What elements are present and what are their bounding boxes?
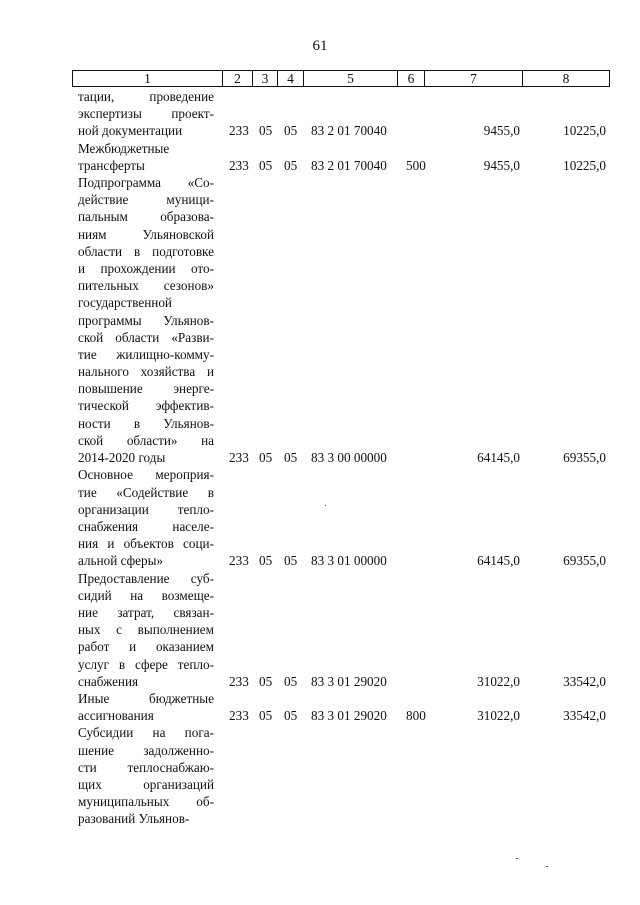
cell-c3: 05 bbox=[259, 673, 273, 689]
cell-c6: 800 bbox=[406, 708, 426, 724]
description-line: разований Ульянов- bbox=[78, 811, 190, 827]
description-line: действие муници- bbox=[78, 192, 214, 208]
description-line: снабжения населе- bbox=[78, 518, 214, 534]
description-line: тие «Содействие в bbox=[78, 484, 214, 500]
cell-c5: 83 3 01 29020 bbox=[311, 708, 387, 724]
cell-c2: 233 bbox=[229, 708, 249, 724]
description-line: Предоставление суб- bbox=[78, 570, 214, 586]
cell-c5: 83 3 01 00000 bbox=[311, 553, 387, 569]
description-line: пительных сезонов» bbox=[78, 278, 214, 294]
cell-c2: 233 bbox=[229, 450, 249, 466]
description-line: услуг в сфере тепло- bbox=[78, 656, 214, 672]
cell-c3: 05 bbox=[259, 123, 273, 139]
cell-c7: 64145,0 bbox=[477, 450, 520, 466]
description-line: экспертизы проект- bbox=[78, 106, 214, 122]
cell-c8: 33542,0 bbox=[563, 708, 606, 724]
description-line: работ и оказанием bbox=[78, 639, 214, 655]
description-line: ности в Ульянов- bbox=[78, 415, 214, 431]
description-line: щих организаций bbox=[78, 776, 214, 792]
cell-c8: 10225,0 bbox=[563, 157, 606, 173]
cell-c8: 69355,0 bbox=[563, 450, 606, 466]
cell-c8: 69355,0 bbox=[563, 553, 606, 569]
description-line: шение задолженно- bbox=[78, 742, 214, 758]
description-line: тие жилищно-комму- bbox=[78, 346, 214, 362]
description-line: государственной bbox=[78, 295, 172, 311]
description-line: тации, проведение bbox=[78, 89, 214, 104]
description-line: области в подготовке bbox=[78, 243, 214, 259]
table-row bbox=[0, 552, 640, 569]
header-col-3: 3 bbox=[253, 71, 278, 86]
description-line: Подпрограмма «Со- bbox=[78, 175, 214, 190]
cell-c3: 05 bbox=[259, 450, 273, 466]
table-header bbox=[72, 70, 610, 87]
description-line: альной сферы» bbox=[78, 553, 164, 569]
description-line: программы Ульянов- bbox=[78, 312, 214, 328]
row-description bbox=[78, 724, 214, 827]
cell-c3: 05 bbox=[259, 708, 273, 724]
row-description bbox=[78, 174, 214, 466]
description-line: ных с выполнением bbox=[78, 622, 214, 638]
description-line: организации тепло- bbox=[78, 501, 214, 517]
description-line: ния и объектов соци- bbox=[78, 536, 214, 552]
description-line: нального хозяйства и bbox=[78, 364, 214, 380]
cell-c8: 33542,0 bbox=[563, 673, 606, 689]
cell-c8: 10225,0 bbox=[563, 123, 606, 139]
cell-c4: 05 bbox=[284, 450, 298, 466]
description-line: снабжения bbox=[78, 673, 139, 689]
description-line: Иные бюджетные bbox=[78, 691, 214, 706]
description-line: сидий на возмеще- bbox=[78, 587, 214, 603]
header-col-1: 1 bbox=[73, 71, 223, 86]
description-line: Межбюджетные bbox=[78, 140, 170, 156]
table-row bbox=[0, 122, 640, 139]
cell-c7: 9455,0 bbox=[483, 157, 520, 173]
table-row bbox=[0, 673, 640, 690]
cell-c5: 83 3 00 00000 bbox=[311, 450, 387, 466]
cell-c4: 05 bbox=[284, 708, 298, 724]
description-line: тической эффектив- bbox=[78, 398, 214, 414]
description-line: ниям Ульяновской bbox=[78, 226, 214, 242]
header-col-6: 6 bbox=[398, 71, 425, 86]
cell-c7: 31022,0 bbox=[477, 708, 520, 724]
description-line: трансферты bbox=[78, 157, 145, 173]
description-line: пальным образова- bbox=[78, 209, 214, 225]
header-col-8: 8 bbox=[562, 71, 570, 86]
description-line: повышение энерге- bbox=[78, 381, 214, 397]
cell-c5: 83 2 01 70040 bbox=[311, 123, 387, 139]
description-line: ской области» на bbox=[78, 432, 214, 448]
cell-c7: 64145,0 bbox=[477, 553, 520, 569]
header-col-7: 7 bbox=[425, 71, 523, 86]
cell-c5: 83 2 01 70040 bbox=[311, 157, 387, 173]
cell-c4: 05 bbox=[284, 673, 298, 689]
description-line: ной документации bbox=[78, 123, 183, 139]
description-line: муниципальных об- bbox=[78, 794, 214, 810]
cell-c2: 233 bbox=[229, 123, 249, 139]
description-line: 2014-2020 годы bbox=[78, 450, 166, 465]
cell-c2: 233 bbox=[229, 157, 249, 173]
description-line: Субсидии на пога- bbox=[78, 725, 214, 741]
header-col-4: 4 bbox=[278, 71, 304, 86]
cell-c4: 05 bbox=[284, 157, 298, 173]
header-col-2: 2 bbox=[223, 71, 253, 86]
cell-c7: 9455,0 bbox=[483, 123, 520, 139]
header-col-5: 5 bbox=[304, 71, 398, 86]
description-line: ассигнования bbox=[78, 708, 154, 724]
cell-c2: 233 bbox=[229, 553, 249, 569]
table-row bbox=[0, 157, 640, 174]
description-line: Основное мероприя- bbox=[78, 467, 214, 483]
cell-c2: 233 bbox=[229, 673, 249, 689]
table-row bbox=[0, 707, 640, 724]
scan-speck bbox=[516, 858, 518, 859]
cell-c6: 500 bbox=[406, 157, 426, 173]
description-line: ской области «Разви- bbox=[78, 329, 214, 345]
cell-c5: 83 3 01 29020 bbox=[311, 673, 387, 689]
cell-c4: 05 bbox=[284, 123, 298, 139]
cell-c7: 31022,0 bbox=[477, 673, 520, 689]
scan-speck bbox=[546, 866, 548, 867]
description-line: и прохождении ото- bbox=[78, 260, 214, 276]
description-line: сти теплоснабжаю- bbox=[78, 759, 214, 775]
cell-c4: 05 bbox=[284, 553, 298, 569]
page-number: 61 bbox=[312, 38, 328, 54]
description-line: ние затрат, связан- bbox=[78, 604, 214, 620]
cell-c3: 05 bbox=[259, 157, 273, 173]
scan-speck bbox=[325, 505, 326, 506]
cell-c3: 05 bbox=[259, 553, 273, 569]
table-row bbox=[0, 449, 640, 466]
